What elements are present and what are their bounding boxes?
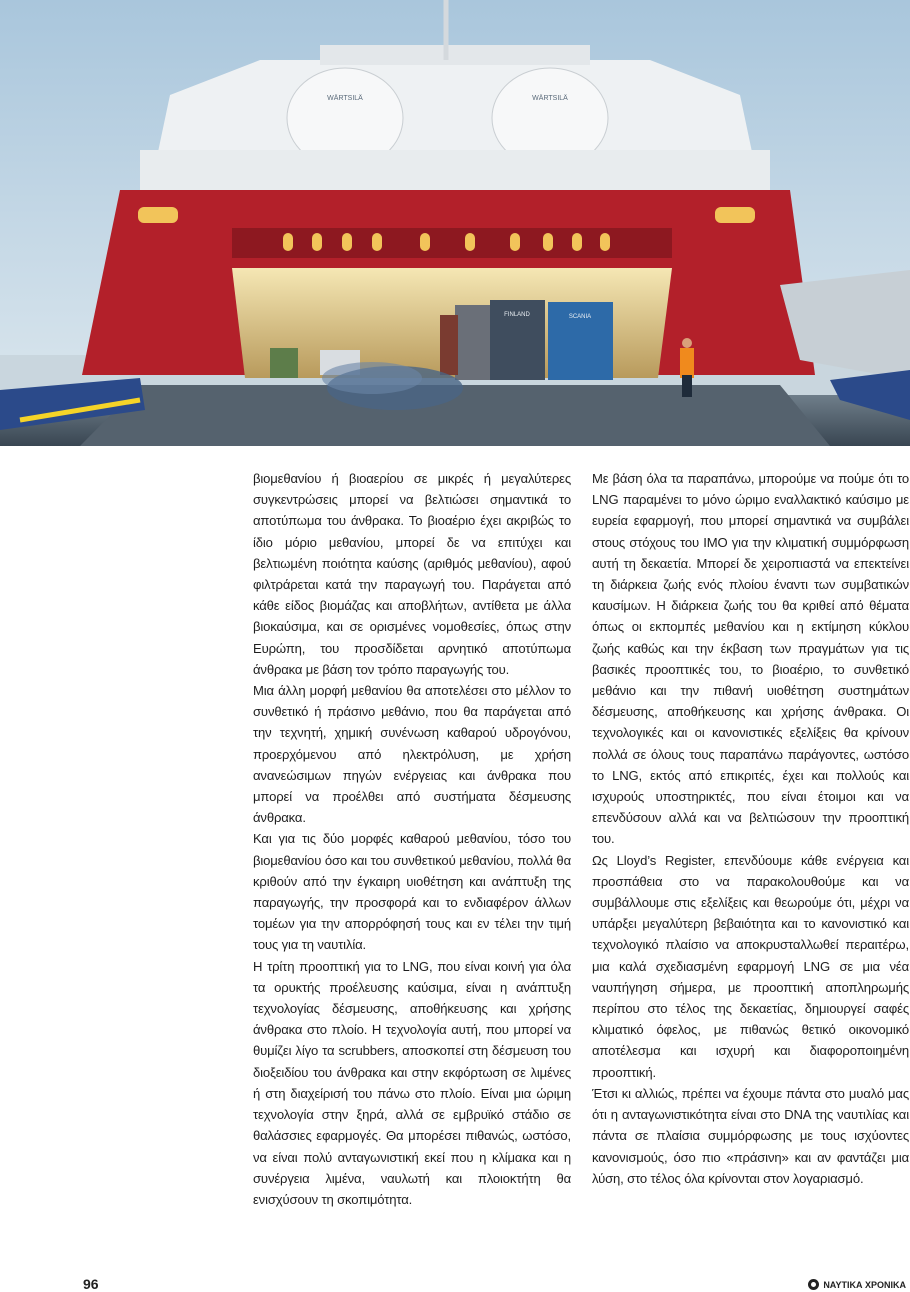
publication-brand <box>808 1279 906 1290</box>
left-paragraph-2: Μια άλλη μορφή μεθανίου θα αποτελέσει στο μέλλον το συνθετικό ή πράσινο μεθάνιο, που θα παράγεται από την τεχνητή, χημική συνένωση καθαρού υδρογόνου, προερχόμενου από ηλεκτρόλυση, με χρήση ανανεώσιμων πηγών ενέργειας και άνθρακα που μπορεί να προέλθει από συστήματα δέσμευσης άνθρακα. <box>253 683 571 826</box>
left-paragraph-4: Η τρίτη προοπτική για το LNG, που είναι κοινή για όλα τα ορυκτής προέλευσης καύσιμα, είναι η ανάπτυξη τεχνολογίας δέσμευσης, αποθήκευσης και χρήσης άνθρακα στο πλοίο. Η τεχνολογία αυτή, που μπορεί να θυμίζει λίγο τα scrubbers, αποσκοπεί στη δέσμευση του διοξειδίου του άνθρακα και στην εκφόρτωση σε λιμένες ή στη διαχείρισή του πάνω στο πλοίο. Είναι μια ώριμη τεχνολογία στην ξηρά, αλλά σε εμβρυϊκό στάδιο σε θαλάσσιες εφαρμογές. Θα μπορέσει πιθανώς, ωστόσο, να είναι πολύ ανταγωνιστική εκεί που η κλίμακα και η συνέργεια λιμένα, ναυλωτή και πλοιοκτήτη θα ενισχύσουν τη σκοπιμότητα. <box>253 958 571 1207</box>
brand-name: ΝΑΥΤΙΚΑ ΧΡΟΝΙΚΑ <box>823 1279 906 1290</box>
right-paragraph-1: Με βάση όλα τα παραπάνω, μπορούμε να πούμε ότι το LNG παραμένει το μόνο ώριμο εναλλακτικό καύσιμο με ευρεία εφαρμογή, που μπορεί σημαντικά να συμβάλει στους στόχους του IMO για την κλιματική συμμόρφωση αυτή τη δεκαετία. Μπορεί δε χειροπιαστά να επεκτείνει τη διάρκεια ζωής ενός πλοίου έναντι των συμβατικών καυσίμων. Η διάρκεια ζωής του θα κριθεί από θέματα όπως οι εκπομπές μεθανίου και η εκτίμηση κύκλου ζωής καθώς και την έκβαση των πραγμάτων για τις βασικές προοπτικές του, το βιοαέριο, το συνθετικό μεθάνιο και την πιθανή υιοθέτηση συστημάτων δέσμευσης, αποθήκευσης και χρήσης άνθρακα. Οι τεχνολογικές και οι κανονιστικές εξελίξεις θα κρίνουν πολλά σε όλους τους παραπάνω παράγοντες, ωστόσο το LNG, εκτός από επικριτές, έχει και πολλούς και ισχυρούς υποστηρικτές, που είναι έτοιμοι και να επενδύσουν αλλά και να βελτιώσουν την προοπτική του. <box>592 471 909 847</box>
page-number: 96 <box>83 1276 99 1292</box>
right-paragraph-2: Ως Lloyd’s Register, επενδύουμε κάθε ενέργεια και προσπάθεια στο να παρακολουθούμε και να συμβάλλουμε στις εξελίξεις και θεωρούμε ότι, μέχρι να υπάρξει μεγαλύτερη βεβαιότητα και το κανονιστικό και τεχνολογικό πλαίσιο να αποκρυσταλλωθεί περαιτέρω, μια καλά σχεδιασμένη εφαρμογή LNG σε μια νέα ναυπήγηση σήμερα, με προοπτική αποπληρωμής περίπου στο τέλος της δεκαετίας, δημιουργεί σαφές κλιματικό όφελος, με πιθανώς θετικό οικονομικό αποτέλεσμα και ισχυρή και διαφοροποιημένη προοπτική. <box>592 852 909 1080</box>
tank-sign-right: WÄRTSILÄ <box>532 95 568 102</box>
right-text-column <box>592 468 909 1189</box>
truck-label-finland: FINLAND <box>504 312 530 318</box>
ferry-photo-illustration <box>0 0 910 446</box>
left-paragraph-3: Και για τις δύο μορφές καθαρού μεθανίου, τόσο του βιομεθανίου όσο και του συνθετικού μεθανίου, πολλά θα κριθούν από την έγκαιρη υιοθέτηση και ανάπτυξη της παραγωγής, την προσφορά και το ενδιαφέρον άλλων τομέων για την απορρόφησή τους και εν τέλει την τιμή τους για τη ναυτιλία. <box>253 831 571 953</box>
right-paragraph-3: Έτσι κι αλλιώς, πρέπει να έχουμε πάντα στο μυαλό μας ότι η ανταγωνιστικότητα είναι στο DNA της ναυτιλίας και πάντα σε πλαίσια συμμόρφωσης με τους ισχύοντες κανονισμούς, όσο πιο «πράσινη» και αν φαντάζει μια λύση, στο τέλος όλα κρίνονται στον λογαριασμό. <box>592 1085 909 1186</box>
truck-label-scania: SCANIA <box>568 314 592 320</box>
left-text-column <box>253 468 571 1210</box>
brand-logo-icon <box>808 1279 819 1290</box>
left-paragraph-1: βιομεθανίου ή βιοαερίου σε μικρές ή μεγαλύτερες συγκεντρώσεις μπορεί να βελτιώσει σημαντικά το αποτύπωμα του άνθρακα. Το βιοαέριο έχει ακριβώς το ίδιο μόριο μεθανίου, μπορεί δε να επιτύχει και βελτιωμένη ποιότητα καύσης (αριθμός μεθανίου), αφού φιλτράρεται κατά την παραγωγή του. Παράγεται από κάθε είδος βιομάζας και αποβλήτων, αντίθετα με άλλα βιοκαύσιμα, και σε ορισμένες νομοθεσίες, όπως στην Ευρώπη, του προσδίδεται αρνητικό αποτύπωμα άνθρακα με βάση τον τρόπο παραγωγής του. <box>253 471 571 677</box>
ferry-stern-photo <box>0 0 910 446</box>
tank-sign-left: WÄRTSILÄ <box>327 95 363 102</box>
